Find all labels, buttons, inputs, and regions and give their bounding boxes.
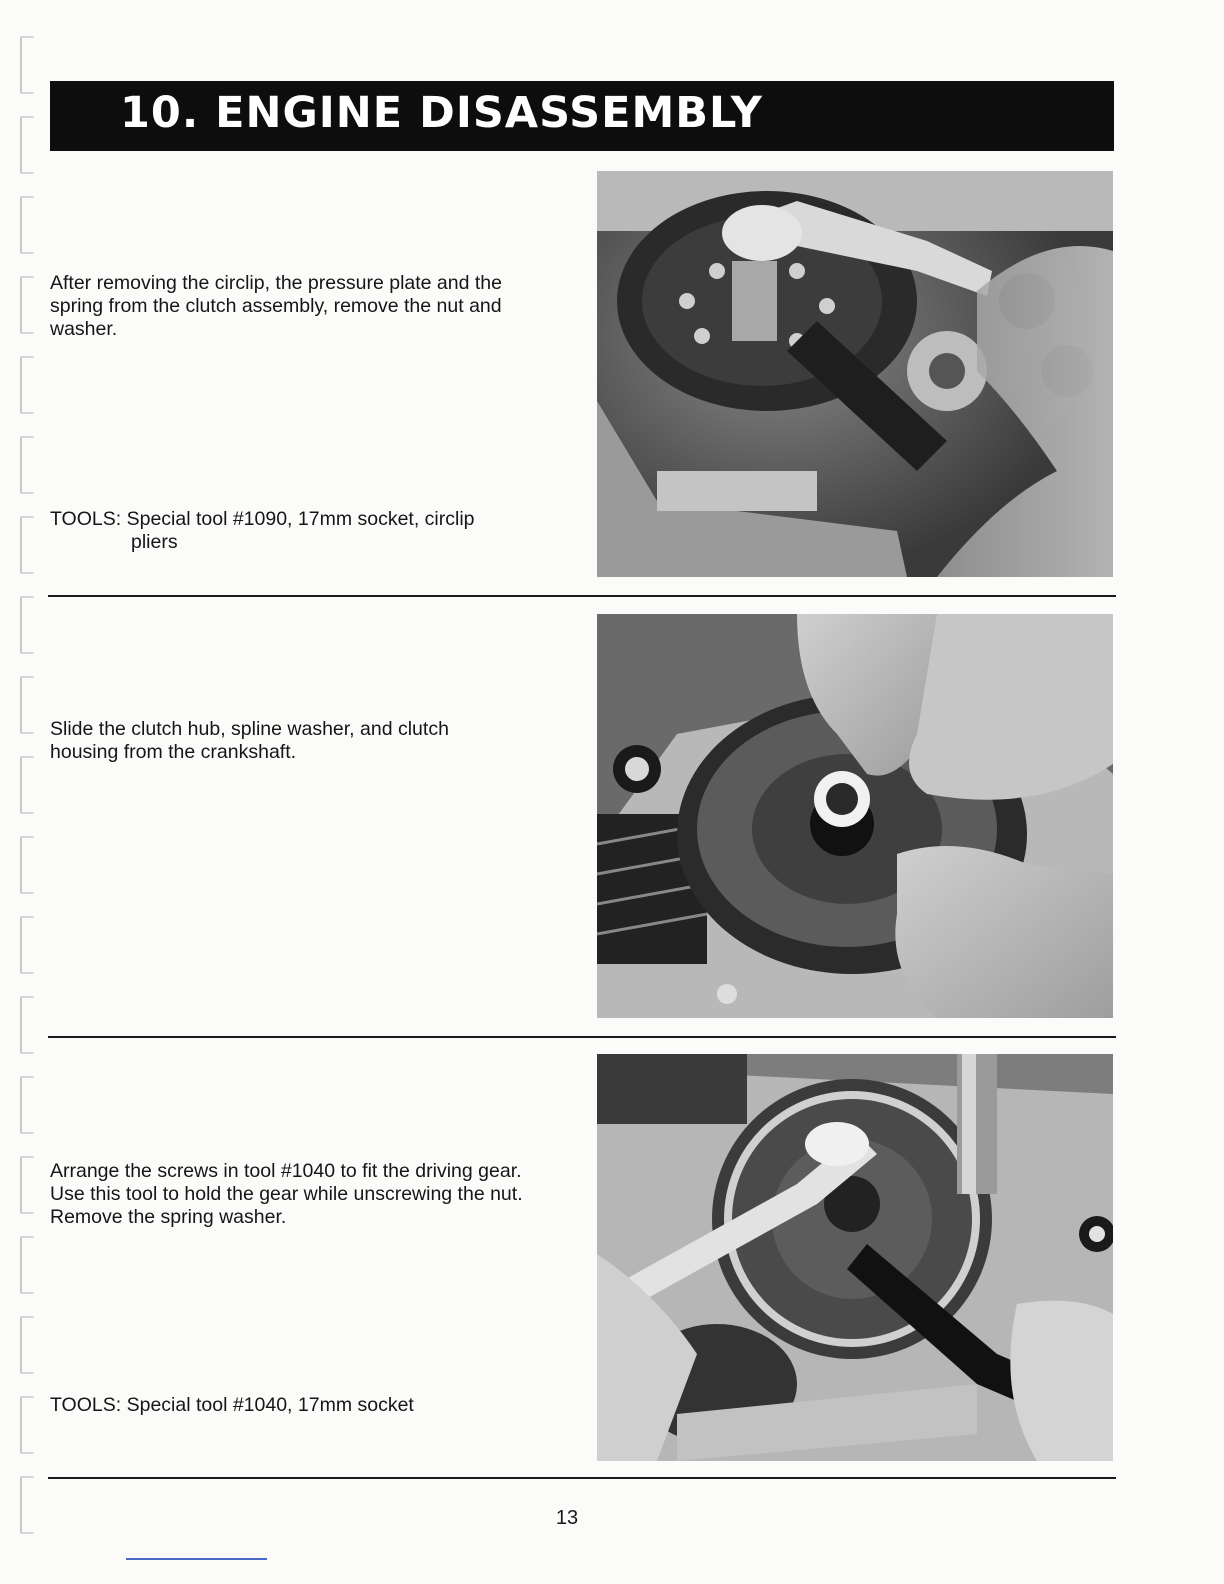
binder-mark bbox=[20, 516, 34, 574]
clutch-hub-removal-photo bbox=[597, 614, 1113, 1018]
binder-mark bbox=[20, 676, 34, 734]
binder-mark bbox=[20, 436, 34, 494]
section-divider bbox=[48, 595, 1116, 597]
section-divider bbox=[48, 1036, 1116, 1038]
driving-gear-ratchet-photo bbox=[597, 1054, 1113, 1461]
binder-mark bbox=[20, 916, 34, 974]
binder-mark bbox=[20, 756, 34, 814]
page-number: 13 bbox=[555, 1507, 579, 1529]
binder-mark bbox=[20, 1156, 34, 1214]
clutch-ratchet-photo bbox=[597, 171, 1113, 577]
binder-mark bbox=[20, 1316, 34, 1374]
binder-mark bbox=[20, 1396, 34, 1454]
binder-mark bbox=[20, 116, 34, 174]
binder-mark bbox=[20, 1076, 34, 1134]
binder-mark bbox=[20, 276, 34, 334]
binder-mark bbox=[20, 36, 34, 94]
step-1-photo bbox=[597, 171, 1113, 577]
step-2-instructions: Slide the clutch hub, spline washer, and clutch housing from the crankshaft. bbox=[50, 718, 449, 763]
tools-list-line-1: Special tool #1040, 17mm socket bbox=[126, 1394, 414, 1416]
tools-label: TOOLS: bbox=[50, 1394, 122, 1416]
step-1-tools bbox=[50, 508, 560, 554]
step-3-tools bbox=[50, 1394, 560, 1417]
step-3-photo bbox=[597, 1054, 1113, 1461]
binder-mark bbox=[20, 836, 34, 894]
step-3-instructions: Arrange the screws in tool #1040 to fit the driving gear. Use this tool to hold the gear while unscrewing the nut. Remove the spring washer. bbox=[50, 1160, 523, 1228]
step-2-photo bbox=[597, 614, 1113, 1018]
binder-mark bbox=[20, 356, 34, 414]
section-divider bbox=[48, 1477, 1116, 1479]
step-1-instructions: After removing the circlip, the pressure plate and the spring from the clutch assembly, remove the nut and washer. bbox=[50, 272, 502, 340]
binder-mark bbox=[20, 996, 34, 1054]
tools-list-line-1: Special tool #1090, 17mm socket, circlip bbox=[126, 508, 475, 530]
binder-mark bbox=[20, 1236, 34, 1294]
footer-underline bbox=[126, 1558, 267, 1560]
tools-list-line-2: pliers bbox=[131, 531, 178, 553]
section-header-bar bbox=[50, 81, 1114, 151]
binder-mark bbox=[20, 596, 34, 654]
tools-label: TOOLS: bbox=[50, 508, 122, 530]
page-title: 10. ENGINE DISASSEMBLY bbox=[120, 88, 763, 138]
binder-mark bbox=[20, 196, 34, 254]
